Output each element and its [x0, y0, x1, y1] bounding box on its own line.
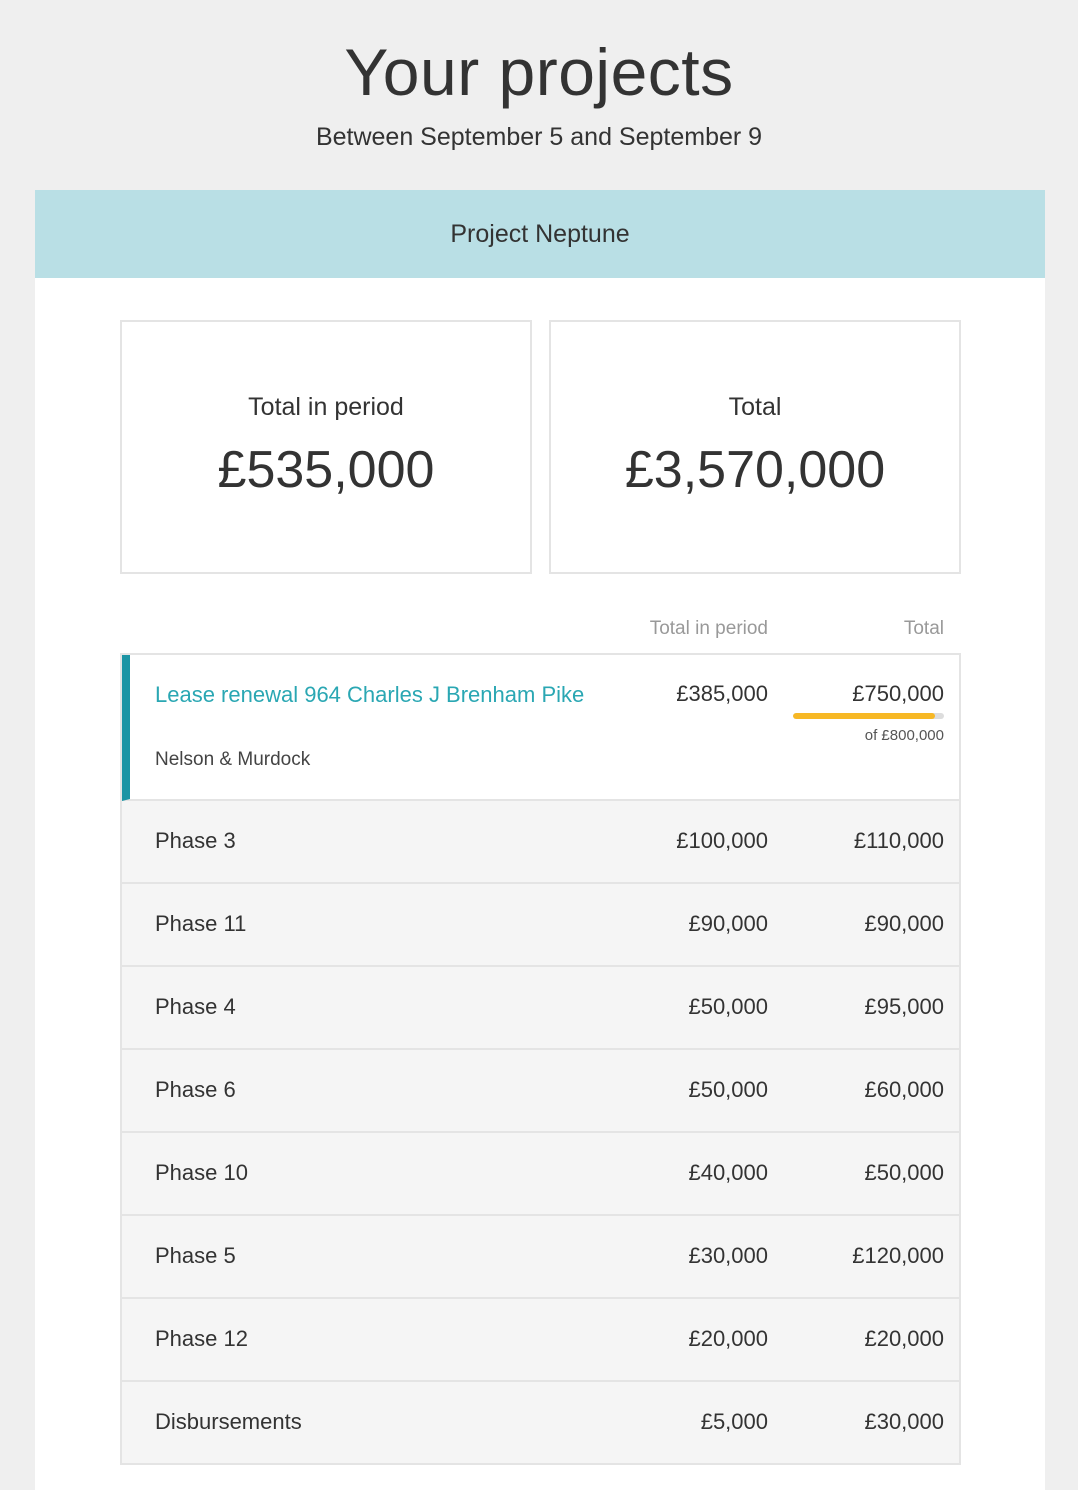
summary-total-label: Total — [728, 393, 782, 421]
row-period-value: £20,000 — [688, 1326, 768, 1351]
row-total-value: £50,000 — [864, 1160, 944, 1185]
matter-row-highlighted[interactable] — [122, 655, 959, 801]
table-row[interactable] — [122, 967, 959, 1050]
row-period-value: £30,000 — [688, 1243, 768, 1268]
row-total-value: £20,000 — [864, 1326, 944, 1351]
table-row[interactable] — [122, 801, 959, 884]
row-period-value: £5,000 — [700, 1409, 768, 1434]
summary-total-box — [549, 320, 961, 574]
project-header[interactable] — [35, 190, 1045, 278]
row-name: Phase 5 — [155, 1243, 236, 1268]
row-period-value: £50,000 — [688, 1077, 768, 1102]
row-name: Phase 6 — [155, 1077, 236, 1102]
table-row[interactable] — [122, 1133, 959, 1216]
date-range: Between September 5 and September 9 — [315, 123, 763, 151]
table-row[interactable] — [122, 1216, 959, 1299]
row-name: Phase 10 — [155, 1160, 248, 1185]
matter-period-value: £385,000 — [676, 681, 768, 706]
project-card — [35, 190, 1045, 1490]
row-total-value: £60,000 — [864, 1077, 944, 1102]
page-title: Your projects — [344, 35, 734, 109]
row-name: Phase 12 — [155, 1326, 248, 1351]
column-header-period: Total in period — [649, 618, 768, 639]
summary-period-label: Total in period — [248, 393, 404, 421]
row-total-value: £120,000 — [852, 1243, 944, 1268]
table-row[interactable] — [122, 884, 959, 967]
summary — [120, 320, 961, 574]
row-name: Phase 3 — [155, 828, 236, 853]
row-period-value: £50,000 — [688, 994, 768, 1019]
matter-link[interactable]: Lease renewal 964 Charles J Brenham Pike — [155, 682, 585, 707]
table-row[interactable] — [122, 1299, 959, 1382]
table-row[interactable] — [122, 1050, 959, 1133]
project-name: Project Neptune — [450, 219, 630, 248]
row-total-value: £110,000 — [853, 828, 944, 853]
summary-period-value: £535,000 — [217, 441, 435, 499]
row-period-value: £90,000 — [688, 911, 768, 936]
row-period-value: £100,000 — [676, 828, 768, 853]
budget-progress-fill — [793, 713, 935, 719]
summary-total-value: £3,570,000 — [624, 441, 886, 499]
matter-budget: of £800,000 — [864, 727, 944, 744]
matters-table — [120, 653, 961, 1465]
budget-progress-bar — [793, 713, 944, 719]
page-header — [0, 0, 1078, 190]
matter-client: Nelson & Murdock — [155, 749, 311, 770]
summary-period-box — [120, 320, 532, 574]
column-header-total: Total — [903, 618, 944, 639]
row-name: Phase 4 — [155, 994, 236, 1019]
matter-total-value: £750,000 — [852, 681, 944, 706]
table-header — [120, 618, 961, 644]
row-name: Phase 11 — [155, 911, 247, 936]
row-total-value: £30,000 — [864, 1409, 944, 1434]
table-row[interactable] — [122, 1382, 959, 1465]
row-period-value: £40,000 — [688, 1160, 768, 1185]
row-name: Disbursements — [155, 1409, 302, 1434]
row-total-value: £95,000 — [864, 994, 944, 1019]
row-total-value: £90,000 — [864, 911, 944, 936]
